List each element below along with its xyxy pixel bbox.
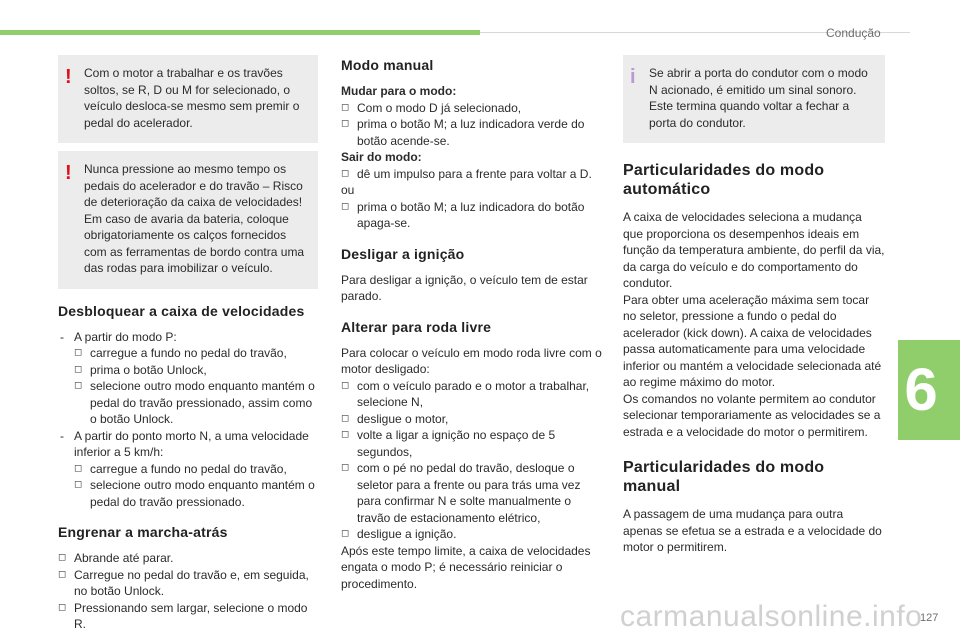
list-item: ◻ volte a ligar a ignição no espaço de 5 segundos, — [341, 427, 603, 460]
list-item: ◻ Carregue no pedal do travão e, em seguida, no botão Unlock. — [58, 567, 318, 600]
list-item: ◻ Com o modo D já selecionado, — [341, 100, 603, 117]
freewheel-intro: Para colocar o veículo em modo roda livre com o motor desligado: — [341, 345, 602, 376]
list-item: ◻ selecione outro modo enquanto mantém o pedal do travão pressionado, assim como o botão Unlock. — [74, 378, 318, 428]
page-number: 127 — [920, 612, 939, 624]
chapter-number: 6 — [904, 356, 938, 423]
list-item: ◻ desligue a ignição. — [341, 526, 603, 543]
header-accent-bar — [0, 30, 480, 35]
list-item: ◻ com o veículo parado e o motor a trabalhar, selecione N, — [341, 378, 603, 411]
list-item: ◻ selecione outro modo enquanto mantém o pedal do travão pressionado. — [74, 477, 318, 510]
heading-freewheel: Alterar para roda livre — [341, 318, 492, 335]
list-item: ◻ Pressionando sem largar, selecione o modo R. — [58, 600, 318, 633]
list-item: ◻ carregue a fundo no pedal do travão, — [74, 345, 318, 362]
list-item: ◻ prima o botão M; a luz indicadora do botão apaga-se. — [341, 199, 603, 232]
heading-manual-mode: Modo manual — [341, 57, 434, 73]
unlock-case-n: - A partir do ponto morto N, a uma velocidade inferior a 5 km/h: — [58, 428, 318, 461]
warning-box — [58, 151, 318, 289]
manual-particularities-text: A passagem de uma mudança para outra apenas se efetua se a estrada e a velocidade do motor o permitirem. — [623, 507, 882, 554]
or-text: ou — [341, 183, 355, 197]
heading-ignition-off: Desligar a ignição — [341, 245, 465, 262]
list-item: ◻ prima o botão M; a luz indicadora verde do botão acende-se. — [341, 116, 603, 149]
heading-reverse: Engrenar a marcha-atrás — [58, 524, 228, 540]
list-item: ◻ prima o botão Unlock, — [74, 362, 318, 379]
info-box — [623, 55, 885, 143]
warning-box — [58, 55, 318, 143]
column-left — [58, 55, 318, 633]
heading-unlock: Desbloquear a caixa de velocidades — [58, 302, 305, 319]
warning-text: Nunca pressione ao mesmo tempo os pedais do acelerador e do travão – Risco de deterioração da caixa de velocidades! Em caso de avaria da bateria, coloque obrigatoriamente os calços fornecidos com as ferramentas de bordo contra uma das rodas para imobilizar o veículo. — [84, 162, 305, 275]
warning-text: Com o motor a trabalhar e os travões soltos, se R, D ou M for selecionado, o veículo desloca-se mesmo sem premir o pedal do acelerador. — [84, 66, 300, 130]
auto-mode-text: A caixa de velocidades seleciona a mudança que proporciona os desempenhos ideais em função da temperatura ambiente, do perfil da via, da carga do veículo e do comportamento do condutor. Para obter uma aceleração máxima sem tocar no seletor, pressione a fundo o pedal do acelerador (kick down). A caixa de velocidades passa automaticamente para uma velocidade inferior ou mantém a velocidade selecionada até ao regime máximo do motor. Os comandos no volante permitem ao condutor selecionar temporariamente as velocidades se a estrada e a velocidade do motor o permitirem. — [623, 210, 885, 439]
heading-manual-particularities: Particularidades do modo manual — [623, 459, 825, 495]
warning-icon: ! — [65, 162, 72, 184]
heading-auto-mode: Particularidades do modo automático — [623, 162, 825, 198]
unlock-case-p: - A partir do modo P: — [58, 329, 318, 346]
warning-icon: ! — [65, 66, 72, 88]
info-text: Se abrir a porta do condutor com o modo N acionado, é emitido um sinal sonoro. Este termina quando voltar a fechar a porta do condutor. — [649, 66, 868, 130]
column-middle — [341, 55, 603, 592]
enter-mode-label: Mudar para o modo: — [341, 84, 457, 98]
chapter-tab — [898, 340, 960, 440]
exit-mode-label: Sair do modo: — [341, 150, 422, 164]
freewheel-outro: Após este tempo limite, a caixa de velocidades engata o modo P; é necessário reiniciar o procedimento. — [341, 543, 591, 591]
list-item: ◻ carregue a fundo no pedal do travão, — [74, 461, 318, 478]
column-right — [623, 55, 885, 556]
list-item: ◻ com o pé no pedal do travão, desloque o seletor para a frente ou para trás uma vez para confirmar N e solte manualmente o travão de estacionamento elétrico, — [341, 460, 603, 526]
list-item: ◻ dê um impulso para a frente para voltar a D. — [341, 166, 603, 183]
list-item: ◻ desligue o motor, — [341, 411, 603, 428]
watermark: carmanualsonline.info — [620, 600, 923, 633]
list-item: ◻ Abrande até parar. — [58, 550, 318, 567]
info-icon: i — [630, 66, 636, 88]
ignition-off-text: Para desligar a ignição, o veículo tem de estar parado. — [341, 272, 588, 303]
section-title: Condução — [826, 26, 881, 40]
